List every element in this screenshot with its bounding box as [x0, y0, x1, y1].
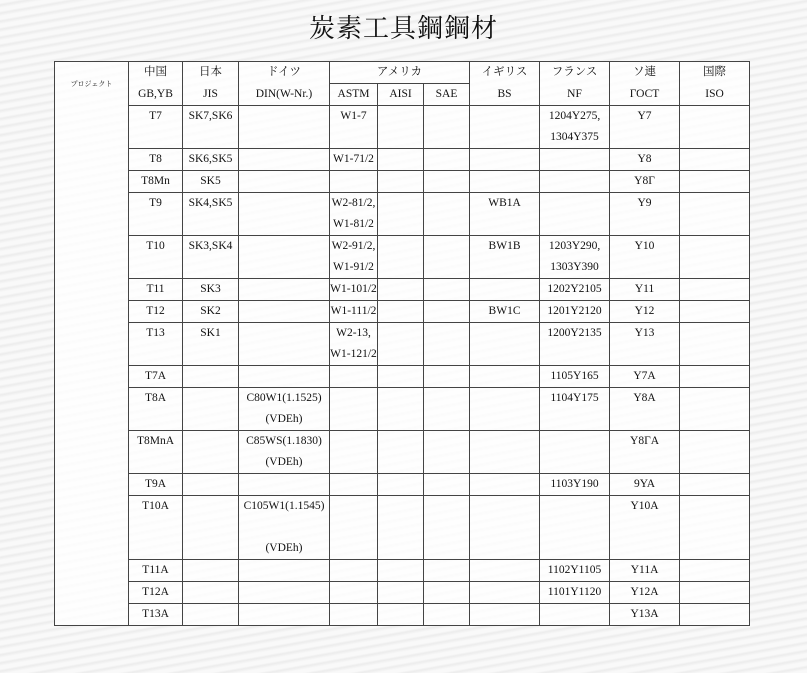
cell-nf — [540, 149, 610, 171]
cell-aisi — [378, 106, 424, 149]
cell-nf — [540, 279, 610, 301]
cell-gb: T8 — [129, 149, 183, 171]
cell-nf — [540, 431, 610, 474]
cell-line: W1-7 — [340, 110, 367, 122]
cell-line: 1200Y2135 — [547, 327, 602, 339]
cell-line: 1102Y1105 — [547, 564, 602, 576]
cell-gost: Y12A — [610, 582, 680, 604]
cell-line: W2-91/2, — [331, 240, 376, 252]
cell-gost: Y10A — [610, 496, 680, 560]
cell-aisi — [378, 474, 424, 496]
header-usa: アメリカ — [330, 62, 470, 84]
cell-gb: T13 — [129, 323, 183, 366]
cell-aisi — [378, 582, 424, 604]
cell-din — [239, 560, 330, 582]
header-ussr-std: ГОСТ — [610, 84, 680, 106]
cell-sae — [424, 323, 470, 366]
cell-jis: SK1 — [183, 323, 239, 366]
cell-line: W1-111/2 — [330, 305, 377, 317]
cell-jis: SK6,SK5 — [183, 149, 239, 171]
cell-aisi — [378, 560, 424, 582]
cell-line: W2-13, — [336, 327, 371, 339]
cell-sae — [424, 431, 470, 474]
table-row — [55, 149, 750, 171]
cell-sae — [424, 171, 470, 193]
cell-astm — [330, 474, 378, 496]
cell-gost: 9YA — [610, 474, 680, 496]
cell-bs — [470, 106, 540, 149]
cell-line: W1-71/2 — [333, 153, 374, 165]
cell-gb: T12A — [129, 582, 183, 604]
cell-gost: Y8Г — [610, 171, 680, 193]
cell-iso — [680, 604, 750, 626]
header-uk-std: BS — [470, 84, 540, 106]
table-row — [55, 236, 750, 279]
cell-jis: SK5 — [183, 171, 239, 193]
header-france-std: NF — [540, 84, 610, 106]
cell-sae — [424, 496, 470, 560]
header-france: フランス — [540, 62, 610, 84]
cell-gost: Y11A — [610, 560, 680, 582]
cell-iso — [680, 366, 750, 388]
cell-line: 1201Y2120 — [547, 305, 602, 317]
cell-nf — [540, 582, 610, 604]
table-row — [55, 171, 750, 193]
cell-aisi — [378, 193, 424, 236]
cell-aisi — [378, 604, 424, 626]
cell-sae — [424, 560, 470, 582]
cell-bs — [470, 560, 540, 582]
page-title: 炭素工具鋼鋼材 — [308, 14, 498, 44]
cell-jis — [183, 496, 239, 560]
cell-din — [239, 496, 330, 560]
cell-iso — [680, 171, 750, 193]
cell-line: 1101Y1120 — [547, 586, 602, 598]
table-row — [55, 431, 750, 474]
cell-astm — [330, 106, 378, 149]
cell-gb: T7 — [129, 106, 183, 149]
cell-gb: T8Mn — [129, 171, 183, 193]
cell-bs — [470, 474, 540, 496]
header-uk: イギリス — [470, 62, 540, 84]
steel-equivalents-table — [54, 61, 750, 626]
cell-line: 1204Y275, — [548, 110, 601, 122]
table-row — [55, 474, 750, 496]
table-row — [55, 388, 750, 431]
cell-iso — [680, 582, 750, 604]
cell-line: (VDEh) — [265, 456, 303, 468]
cell-line: W1-81/2 — [333, 218, 374, 230]
cell-gb: T11 — [129, 279, 183, 301]
cell-jis — [183, 582, 239, 604]
cell-line: W1-91/2 — [333, 261, 374, 273]
table-row — [55, 279, 750, 301]
cell-bs — [470, 582, 540, 604]
cell-bs — [470, 388, 540, 431]
cell-astm — [330, 388, 378, 431]
cell-nf — [540, 171, 610, 193]
cell-line: 1304Y375 — [550, 131, 599, 143]
cell-gost: Y8ГA — [610, 431, 680, 474]
cell-nf — [540, 106, 610, 149]
table-row — [55, 323, 750, 366]
cell-jis: SK7,SK6 — [183, 106, 239, 149]
cell-din — [239, 323, 330, 366]
cell-line: 1203Y290, — [548, 240, 601, 252]
cell-gost: Y11 — [610, 279, 680, 301]
header-japan-std: JIS — [183, 84, 239, 106]
table-row — [55, 106, 750, 149]
cell-din — [239, 366, 330, 388]
cell-bs — [470, 279, 540, 301]
cell-jis — [183, 474, 239, 496]
cell-gb: T8MnA — [129, 431, 183, 474]
cell-line: W1-121/2 — [330, 348, 377, 360]
cell-gb: T9 — [129, 193, 183, 236]
cell-din — [239, 431, 330, 474]
cell-sae — [424, 582, 470, 604]
cell-aisi — [378, 431, 424, 474]
cell-din — [239, 604, 330, 626]
cell-astm — [330, 560, 378, 582]
cell-line — [239, 517, 329, 538]
cell-din — [239, 193, 330, 236]
cell-iso — [680, 474, 750, 496]
cell-iso — [680, 106, 750, 149]
cell-iso — [680, 323, 750, 366]
cell-gb: T13A — [129, 604, 183, 626]
cell-nf — [540, 193, 610, 236]
cell-gost: Y7A — [610, 366, 680, 388]
cell-sae — [424, 193, 470, 236]
cell-astm — [330, 301, 378, 323]
cell-bs: BW1C — [470, 301, 540, 323]
cell-astm — [330, 604, 378, 626]
cell-gost: Y10 — [610, 236, 680, 279]
cell-line: 1104Y175 — [550, 392, 599, 404]
cell-sae — [424, 604, 470, 626]
cell-astm — [330, 149, 378, 171]
cell-nf — [540, 496, 610, 560]
cell-gb: T10 — [129, 236, 183, 279]
cell-sae — [424, 149, 470, 171]
cell-astm — [330, 171, 378, 193]
cell-din — [239, 301, 330, 323]
cell-iso — [680, 301, 750, 323]
cell-din — [239, 582, 330, 604]
cell-bs — [470, 431, 540, 474]
cell-iso — [680, 388, 750, 431]
cell-jis: SK2 — [183, 301, 239, 323]
cell-nf — [540, 560, 610, 582]
cell-jis — [183, 431, 239, 474]
cell-line: C85WS(1.1830) — [246, 435, 322, 447]
cell-astm — [330, 279, 378, 301]
cell-gb: T8A — [129, 388, 183, 431]
cell-bs: WB1A — [470, 193, 540, 236]
cell-jis: SK4,SK5 — [183, 193, 239, 236]
cell-line: 1202Y2105 — [547, 283, 602, 295]
cell-din — [239, 388, 330, 431]
cell-sae — [424, 301, 470, 323]
cell-iso — [680, 149, 750, 171]
cell-jis — [183, 366, 239, 388]
cell-iso — [680, 193, 750, 236]
cell-din — [239, 236, 330, 279]
cell-gost: Y9 — [610, 193, 680, 236]
cell-line: 1105Y165 — [550, 370, 599, 382]
cell-bs — [470, 171, 540, 193]
cell-gb: T10A — [129, 496, 183, 560]
cell-aisi — [378, 301, 424, 323]
cell-iso — [680, 496, 750, 560]
cell-line: 1103Y190 — [550, 478, 599, 490]
cell-astm — [330, 496, 378, 560]
cell-gost: Y7 — [610, 106, 680, 149]
cell-aisi — [378, 496, 424, 560]
table-row — [55, 604, 750, 626]
cell-aisi — [378, 149, 424, 171]
cell-aisi — [378, 388, 424, 431]
cell-sae — [424, 474, 470, 496]
cell-aisi — [378, 366, 424, 388]
cell-sae — [424, 366, 470, 388]
header-aisi: AISI — [378, 84, 424, 106]
cell-iso — [680, 431, 750, 474]
cell-din — [239, 171, 330, 193]
cell-bs — [470, 149, 540, 171]
table-row — [55, 193, 750, 236]
cell-astm — [330, 366, 378, 388]
cell-astm — [330, 193, 378, 236]
cell-aisi — [378, 236, 424, 279]
cell-gost: Y12 — [610, 301, 680, 323]
cell-sae — [424, 106, 470, 149]
cell-jis: SK3,SK4 — [183, 236, 239, 279]
cell-nf — [540, 366, 610, 388]
cell-gb: T12 — [129, 301, 183, 323]
cell-bs: BW1B — [470, 236, 540, 279]
cell-astm — [330, 582, 378, 604]
cell-line: (VDEh) — [265, 542, 303, 554]
cell-line: C80W1(1.1525) — [246, 392, 322, 404]
cell-bs — [470, 604, 540, 626]
cell-bs — [470, 366, 540, 388]
header-project: プロジェクト — [55, 62, 129, 106]
cell-line: W2-81/2, — [331, 197, 376, 209]
cell-jis — [183, 604, 239, 626]
cell-nf — [540, 604, 610, 626]
table-row — [55, 366, 750, 388]
cell-iso — [680, 279, 750, 301]
header-china: 中国 — [129, 62, 183, 84]
cell-nf — [540, 474, 610, 496]
cell-jis: SK3 — [183, 279, 239, 301]
header-intl: 国際 — [680, 62, 750, 84]
cell-astm — [330, 431, 378, 474]
cell-gb: T9A — [129, 474, 183, 496]
cell-nf — [540, 236, 610, 279]
cell-din — [239, 149, 330, 171]
cell-jis — [183, 388, 239, 431]
cell-aisi — [378, 171, 424, 193]
header-sae: SAE — [424, 84, 470, 106]
cell-iso — [680, 560, 750, 582]
cell-gb: T7A — [129, 366, 183, 388]
cell-nf — [540, 301, 610, 323]
cell-gb: T11A — [129, 560, 183, 582]
cell-line: (VDEh) — [265, 413, 303, 425]
cell-bs — [470, 323, 540, 366]
header-astm: ASTM — [330, 84, 378, 106]
cell-sae — [424, 236, 470, 279]
cell-iso — [680, 236, 750, 279]
project-column-cell — [55, 106, 129, 626]
cell-aisi — [378, 279, 424, 301]
cell-din — [239, 279, 330, 301]
cell-gost: Y8 — [610, 149, 680, 171]
cell-nf — [540, 323, 610, 366]
cell-sae — [424, 388, 470, 431]
header-germany-std: DIN(W-Nr.) — [239, 84, 330, 106]
cell-nf — [540, 388, 610, 431]
cell-jis — [183, 560, 239, 582]
cell-bs — [470, 496, 540, 560]
table-row — [55, 301, 750, 323]
cell-astm — [330, 323, 378, 366]
cell-line: 1303Y390 — [550, 261, 599, 273]
cell-din — [239, 106, 330, 149]
table-row — [55, 582, 750, 604]
cell-gost: Y13 — [610, 323, 680, 366]
header-china-std: GB,YB — [129, 84, 183, 106]
cell-astm — [330, 236, 378, 279]
header-ussr: ソ連 — [610, 62, 680, 84]
cell-gost: Y8A — [610, 388, 680, 431]
table-row — [55, 496, 750, 560]
cell-sae — [424, 279, 470, 301]
table-row — [55, 560, 750, 582]
cell-gost: Y13A — [610, 604, 680, 626]
header-germany: ドイツ — [239, 62, 330, 84]
cell-aisi — [378, 323, 424, 366]
header-intl-std: ISO — [680, 84, 750, 106]
cell-din — [239, 474, 330, 496]
header-japan: 日本 — [183, 62, 239, 84]
cell-line: C105W1(1.1545) — [243, 500, 325, 512]
cell-line: W1-101/2 — [330, 283, 377, 295]
